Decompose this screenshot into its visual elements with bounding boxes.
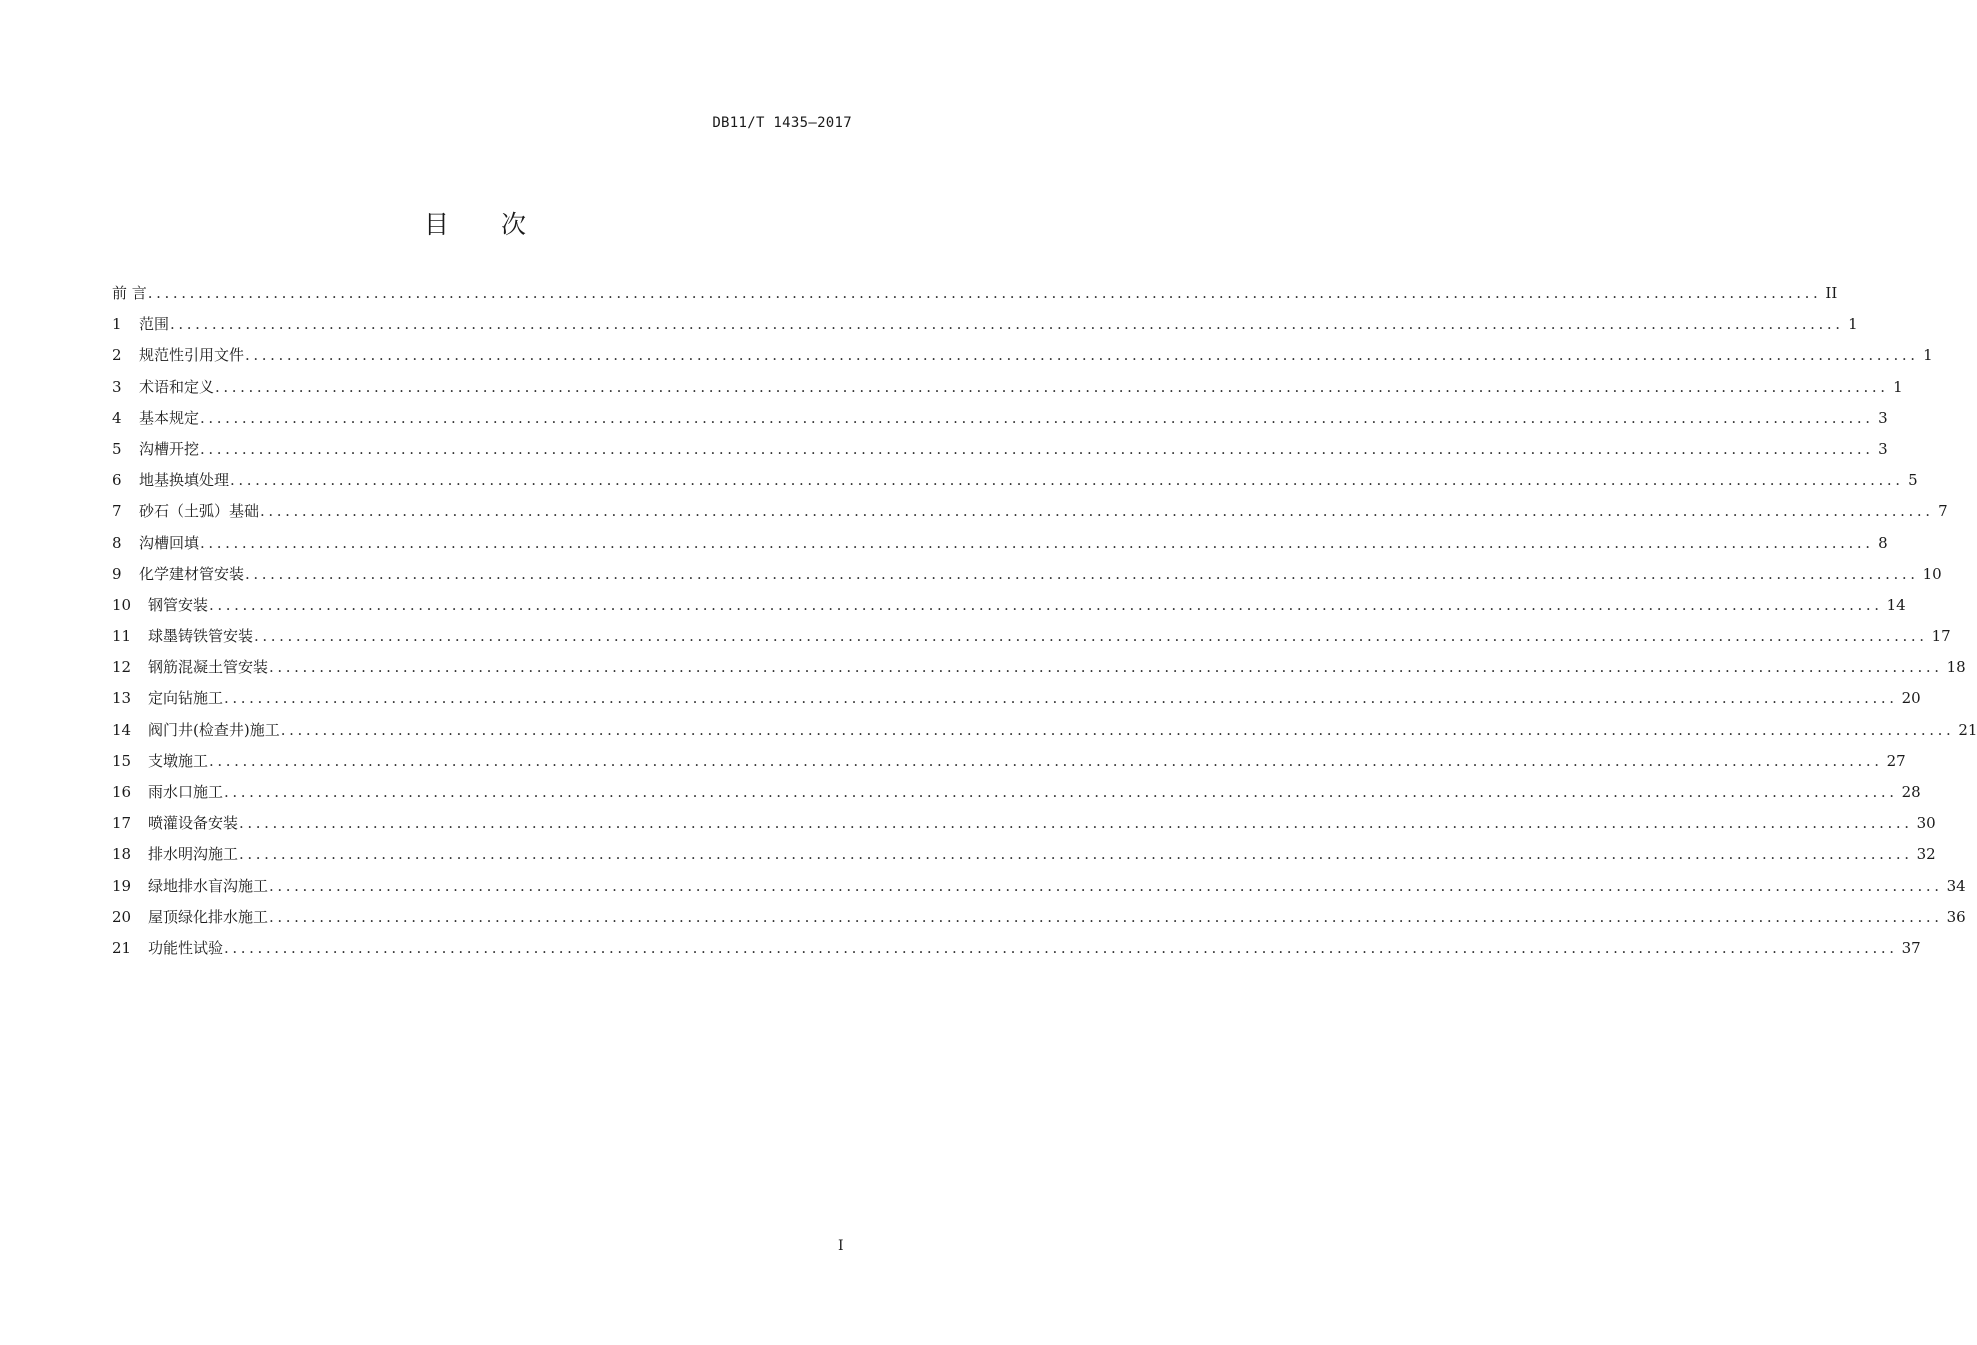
toc-entry-page: 20 bbox=[1901, 689, 1921, 708]
toc-entry-page: 3 bbox=[1878, 439, 1888, 458]
toc-entry-title: 范围 bbox=[139, 315, 170, 334]
toc-entry[interactable] bbox=[112, 282, 1838, 313]
toc-entry-page: 18 bbox=[1946, 658, 1966, 677]
toc-entry-page: 17 bbox=[1931, 627, 1951, 646]
toc-entry[interactable] bbox=[112, 407, 1888, 438]
dot-leader: ........................................................................................................................................................................................................ bbox=[200, 439, 1874, 458]
toc-entry-title: 砂石（土弧）基础 bbox=[139, 502, 260, 521]
dot-leader: ........................................................................................................................................................................................................ bbox=[245, 564, 1919, 583]
toc-entry-title: 前 言 bbox=[112, 284, 147, 302]
toc-entry-number: 20 bbox=[112, 907, 132, 926]
toc-entry[interactable] bbox=[112, 438, 1888, 469]
toc-entry-number: 16 bbox=[112, 783, 132, 801]
toc-entry-number: 19 bbox=[112, 876, 132, 895]
toc-entry[interactable] bbox=[112, 750, 1906, 781]
dot-leader: ........................................................................................................................................................................................................ bbox=[147, 284, 1822, 302]
toc-entry-page: 21 bbox=[1958, 720, 1977, 739]
toc-entry[interactable] bbox=[112, 500, 1948, 531]
toc-entry-title: 阀门井(检查井)施工 bbox=[148, 720, 280, 739]
dot-leader: ........................................................................................................................................................................................................ bbox=[209, 595, 1883, 614]
toc-entry-number: 7 bbox=[112, 502, 122, 521]
toc-entry-title: 沟槽回填 bbox=[139, 533, 200, 552]
toc-entry-page: 5 bbox=[1908, 471, 1918, 490]
dot-leader: ........................................................................................................................................................................................................ bbox=[239, 814, 1913, 833]
toc-entry-title: 沟槽开挖 bbox=[139, 439, 200, 458]
toc-entry-title: 化学建材管安装 bbox=[139, 564, 245, 583]
dot-leader: ........................................................................................................................................................................................................ bbox=[269, 907, 1943, 926]
dot-leader: ........................................................................................................................................................................................................ bbox=[260, 502, 1934, 521]
toc-entry-number: 18 bbox=[112, 845, 132, 864]
dot-leader: ........................................................................................................................................................................................................ bbox=[254, 627, 1928, 646]
toc-entry-number: 2 bbox=[112, 346, 122, 365]
toc-entry-number: 8 bbox=[112, 533, 122, 552]
dot-leader: ........................................................................................................................................................................................................ bbox=[280, 720, 1955, 739]
dot-leader: ........................................................................................................................................................................................................ bbox=[239, 845, 1913, 864]
toc-entry-title: 地基换填处理 bbox=[139, 471, 230, 490]
toc-entry-title: 术语和定义 bbox=[139, 377, 215, 396]
dot-leader: ........................................................................................................................................................................................................ bbox=[269, 876, 1943, 895]
toc-entry[interactable] bbox=[112, 719, 1977, 750]
toc-entry[interactable] bbox=[112, 376, 1903, 407]
toc-entry-page: 3 bbox=[1878, 408, 1888, 427]
toc-entry[interactable] bbox=[112, 313, 1858, 344]
toc-entry[interactable] bbox=[112, 937, 1921, 968]
toc-entry-title: 功能性试验 bbox=[148, 938, 224, 957]
toc-entry-title: 绿地排水盲沟施工 bbox=[148, 876, 269, 895]
toc-entry-page: II bbox=[1825, 284, 1838, 302]
toc-entry-number: 12 bbox=[112, 658, 132, 677]
toc-entry-page: 34 bbox=[1946, 876, 1966, 895]
toc-entry-page: 36 bbox=[1946, 907, 1966, 926]
toc-entry-number: 1 bbox=[112, 315, 122, 334]
toc-entry-title: 基本规定 bbox=[139, 408, 200, 427]
dot-leader: ........................................................................................................................................................................................................ bbox=[224, 938, 1898, 957]
toc-entry[interactable] bbox=[112, 563, 1942, 594]
toc-entry-page: 28 bbox=[1901, 783, 1921, 801]
toc-entry-page: 10 bbox=[1922, 564, 1942, 583]
dot-leader: ........................................................................................................................................................................................................ bbox=[224, 783, 1898, 801]
toc-entry-number: 13 bbox=[112, 689, 132, 708]
dot-leader: ........................................................................................................................................................................................................ bbox=[269, 658, 1943, 677]
toc-entry[interactable] bbox=[112, 469, 1918, 500]
toc-entry[interactable] bbox=[112, 812, 1936, 843]
toc-entry-title: 定向钻施工 bbox=[148, 689, 224, 708]
toc-entry[interactable] bbox=[112, 594, 1906, 625]
toc-entry-page: 32 bbox=[1916, 845, 1936, 864]
dot-leader: ........................................................................................................................................................................................................ bbox=[209, 751, 1883, 770]
toc-entry[interactable] bbox=[112, 625, 1951, 656]
page-number: I bbox=[838, 1238, 844, 1254]
table-of-contents bbox=[112, 282, 1977, 968]
dot-leader: ........................................................................................................................................................................................................ bbox=[224, 689, 1898, 708]
toc-entry-title: 支墩施工 bbox=[148, 751, 209, 770]
toc-entry-number: 21 bbox=[112, 938, 132, 957]
toc-entry-number: 14 bbox=[112, 720, 132, 739]
toc-entry-page: 37 bbox=[1901, 938, 1921, 957]
toc-entry[interactable] bbox=[112, 656, 1966, 687]
standard-code: DB11/T 1435—2017 bbox=[712, 115, 852, 131]
toc-entry-number: 11 bbox=[112, 627, 132, 646]
toc-entry-title: 喷灌设备安装 bbox=[148, 814, 239, 833]
toc-entry-page: 1 bbox=[1848, 315, 1858, 334]
toc-entry[interactable] bbox=[112, 906, 1966, 937]
toc-entry-page: 30 bbox=[1916, 814, 1936, 833]
toc-entry-number: 10 bbox=[112, 595, 132, 614]
page-title: 目 次 bbox=[424, 210, 548, 239]
dot-leader: ........................................................................................................................................................................................................ bbox=[170, 315, 1844, 334]
toc-entry-title: 雨水口施工 bbox=[148, 783, 224, 801]
toc-entry-page: 27 bbox=[1886, 751, 1906, 770]
toc-entry-number: 3 bbox=[112, 377, 122, 396]
toc-entry-title: 规范性引用文件 bbox=[139, 346, 245, 365]
toc-entry[interactable] bbox=[112, 781, 1921, 812]
toc-entry[interactable] bbox=[112, 344, 1933, 375]
toc-entry-title: 屋顶绿化排水施工 bbox=[148, 907, 269, 926]
toc-entry-page: 1 bbox=[1923, 346, 1933, 365]
dot-leader: ........................................................................................................................................................................................................ bbox=[245, 346, 1919, 365]
toc-entry[interactable] bbox=[112, 687, 1921, 718]
toc-entry-number: 5 bbox=[112, 439, 122, 458]
toc-entry-number: 15 bbox=[112, 751, 132, 770]
toc-entry-number: 17 bbox=[112, 814, 132, 833]
toc-entry[interactable] bbox=[112, 843, 1936, 874]
toc-entry-number: 6 bbox=[112, 471, 122, 490]
toc-entry[interactable] bbox=[112, 875, 1966, 906]
dot-leader: ........................................................................................................................................................................................................ bbox=[215, 377, 1889, 396]
dot-leader: ........................................................................................................................................................................................................ bbox=[200, 408, 1874, 427]
toc-entry-number: 9 bbox=[112, 564, 122, 583]
toc-entry-page: 7 bbox=[1938, 502, 1948, 521]
toc-entry[interactable] bbox=[112, 532, 1888, 563]
toc-entry-title: 钢管安装 bbox=[148, 595, 209, 614]
toc-entry-title: 排水明沟施工 bbox=[148, 845, 239, 864]
toc-entry-title: 球墨铸铁管安装 bbox=[148, 627, 254, 646]
toc-entry-title: 钢筋混凝土管安装 bbox=[148, 658, 269, 677]
toc-entry-page: 14 bbox=[1886, 595, 1906, 614]
dot-leader: ........................................................................................................................................................................................................ bbox=[230, 471, 1904, 490]
toc-entry-number: 4 bbox=[112, 408, 122, 427]
toc-entry-page: 8 bbox=[1878, 533, 1888, 552]
toc-entry-page: 1 bbox=[1893, 377, 1903, 396]
dot-leader: ........................................................................................................................................................................................................ bbox=[200, 533, 1874, 552]
